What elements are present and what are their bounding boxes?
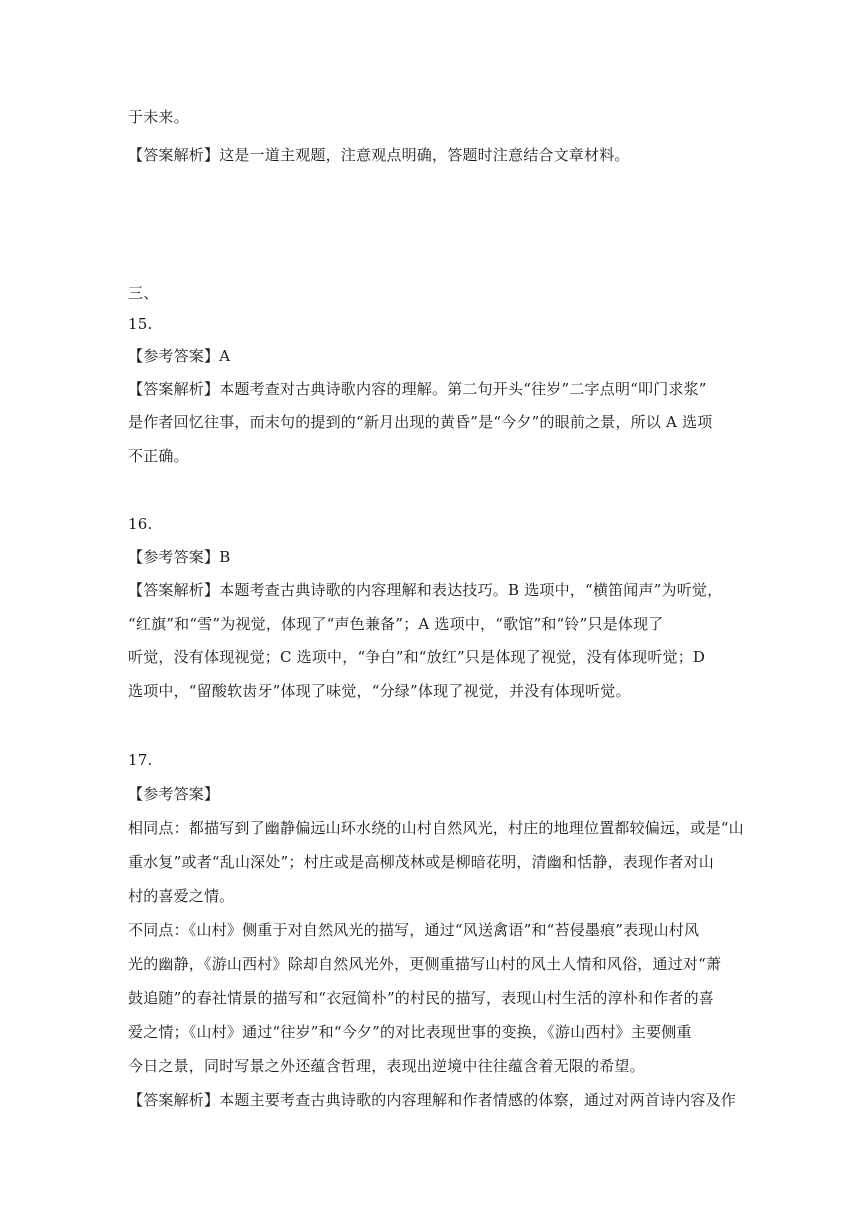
q17-body-line-1: 相同点：都描写到了幽静偏远山环水绕的山村自然风光，村庄的地理位置都较偏远，或是“山	[128, 819, 744, 837]
q15-analysis-line-1: 【答案解析】本题考查对古典诗歌内容的理解。第二句开头“往岁”二字点明“叩门求浆”	[128, 380, 707, 398]
q17-body-line-8: 今日之景，同时写景之外还蕴含哲理，表现出逆境中往往蕴含着无限的希望。	[128, 1057, 645, 1075]
q16-answer: 【参考答案】B	[128, 548, 231, 566]
q16-analysis-line-2: “红旗”和“雪”为视觉，体现了“声色兼备”；A 选项中，“歌馆”和“铃”只是体现了	[128, 615, 664, 633]
intro-tail-text: 于未来。	[128, 108, 189, 126]
q17-body-line-2: 重水复”或者“乱山深处”；村庄或是高柳茂林或是柳暗花明，清幽和恬静，表现作者对山	[128, 853, 715, 871]
q15-number: 15.	[128, 315, 153, 333]
q17-body-line-6: 鼓追随”的春社情景的描写和“衣冠简朴”的村民的描写，表现山村生活的淳朴和作者的喜	[128, 989, 715, 1007]
q17-analysis-line-1: 【答案解析】本题主要考查古典诗歌的内容理解和作者情感的体察，通过对两首诗内容及作	[128, 1091, 737, 1109]
q15-analysis-line-3: 不正确。	[128, 447, 189, 465]
q17-number: 17.	[128, 751, 153, 769]
q17-answer: 【参考答案】	[128, 785, 220, 803]
q17-body-line-4: 不同点：《山村》侧重于对自然风光的描写，通过“风送禽语”和“苔侵墨痕”表现山村风	[128, 921, 700, 939]
q16-analysis-line-3: 听觉，没有体现视觉；C 选项中，“争白”和“放红”只是体现了视觉，没有体现听觉；D	[128, 648, 706, 666]
q17-body-line-3: 村的喜爱之情。	[128, 887, 235, 905]
q17-body-line-5: 光的幽静，《游山西村》除却自然风光外，更侧重描写山村的风土人情和风俗，通过对“萧	[128, 955, 722, 973]
q15-answer: 【参考答案】A	[128, 347, 231, 365]
q17-body-line-7: 爱之情；《山村》通过“往岁”和“今夕”的对比表现世事的变换，《游山西村》主要侧重	[128, 1023, 692, 1041]
q16-analysis-line-4: 选项中，“留酸软齿牙”体现了味觉，“分绿”体现了视觉，并没有体现听觉。	[128, 682, 631, 700]
section-heading: 三、	[128, 284, 159, 302]
intro-analysis-text: 【答案解析】这是一道主观题，注意观点明确，答题时注意结合文章材料。	[128, 146, 630, 164]
q16-number: 16.	[128, 515, 153, 533]
q15-analysis-line-2: 是作者回忆往事，而末句的提到的“新月出现的黄昏”是“今夕”的眼前之景，所以 A 选项	[128, 413, 713, 431]
q16-analysis-line-1: 【答案解析】本题考查古典诗歌的内容理解和表达技巧。B 选项中，“横笛闻声”为听觉，	[128, 581, 723, 599]
